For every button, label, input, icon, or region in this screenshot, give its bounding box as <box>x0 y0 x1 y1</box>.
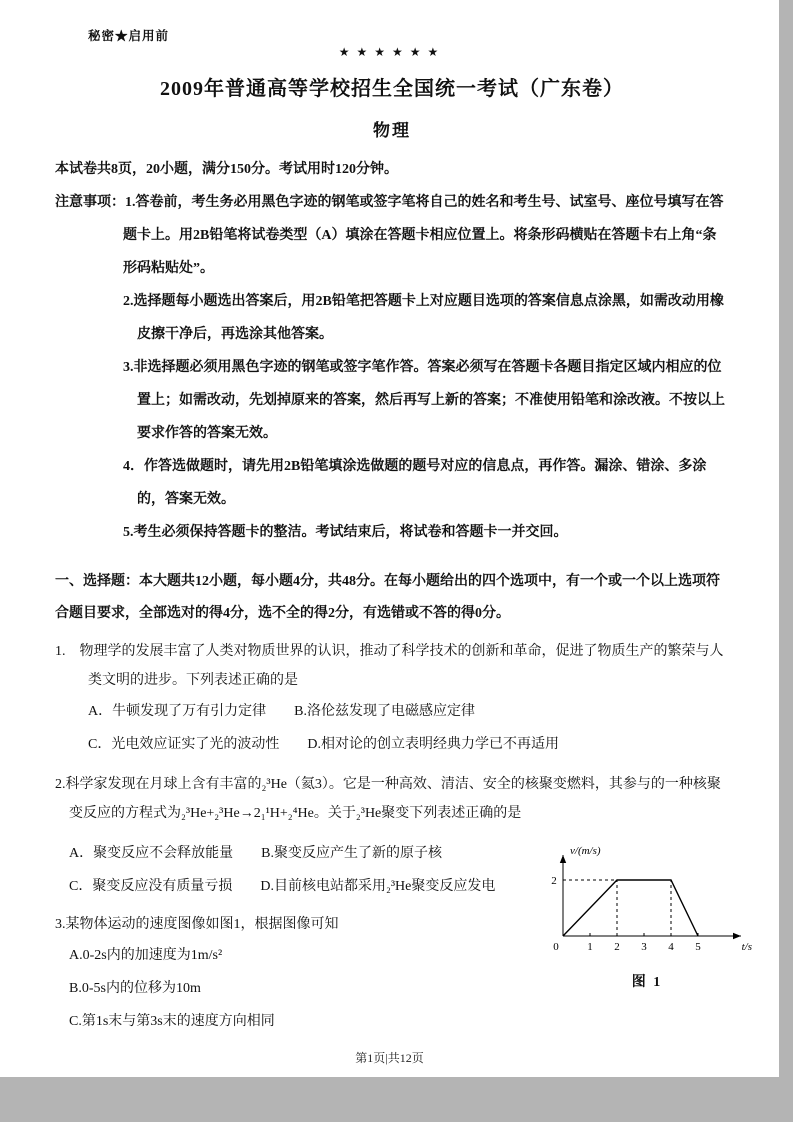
question-1-stem: 1. 物理学的发展丰富了人类对物质世界的认识，推动了科学技术的创新和革命，促进了物质生产的繁荣与人类文明的进步。下列表述正确的是 <box>55 644 724 688</box>
option-1C: C．光电效应证实了光的波动性 <box>88 737 280 752</box>
option-1B: B.洛伦兹发现了电磁感应定律 <box>294 704 475 719</box>
option-2D: D.目前核电站都采用₂³He聚变反应发电 <box>260 879 496 894</box>
stars-decoration: ★★★★★★ <box>338 45 446 59</box>
figure-1-caption: 图 1 <box>631 975 663 990</box>
svg-text:t/s: t/s <box>741 941 752 953</box>
option-2B: B.聚变反应产生了新的原子核 <box>261 846 442 861</box>
notice-section <box>55 186 729 549</box>
option-2A: A．聚变反应不会释放能量 <box>69 846 234 861</box>
option-1A: A．牛顿发现了万有引力定律 <box>88 704 267 719</box>
option-3B: B.0-5s内的位移为10m <box>69 981 201 996</box>
notice-item-1 <box>55 186 729 285</box>
exam-info: 本试卷共8页，20小题，满分150分。考试用时120分钟。 <box>55 162 398 177</box>
section-heading: 一、选择题：本大题共12小题，每小题4分，共48分。在每小题给出的四个选项中，有一个或一个以上选项符合题目要求，全部选对的得4分，选不全的得2分，有选错或不答的得0分。 <box>55 574 720 621</box>
notice-item-5: 5.考生必须保持答题卡的整洁。考试结束后，将试卷和答题卡一并交回。 <box>123 525 568 540</box>
svg-text:3: 3 <box>641 941 647 953</box>
option-3A: A.0-2s内的加速度为1m/s² <box>69 948 223 963</box>
option-3C: C.第1s末与第3s末的速度方向相同 <box>69 1014 275 1029</box>
question-1-options-row-1 <box>88 695 729 728</box>
notice-item-2: 2.选择题每小题选出答案后，用2B铅笔把答题卡上对应题目选项的答案信息点涂黑，如需改动用橡皮擦干净后，再选涂其他答案。 <box>123 294 724 342</box>
question-1-options <box>88 695 729 761</box>
svg-text:2: 2 <box>551 875 557 887</box>
page-footer: 第1页|共12页 <box>355 1051 424 1065</box>
question-1 <box>55 637 729 761</box>
question-2-stem: 2.科学家发现在月球上含有丰富的₂³He（氦3）。它是一种高效、清洁、安全的核聚变燃料，其参与的一种核聚变反应的方程式为₂³He+₂³He→2₁¹H+₂⁴He。关于₂³He聚变下列表述正确的是 <box>55 777 721 821</box>
option-2C: C．聚变反应没有质量亏损 <box>69 879 233 894</box>
figure-1 <box>538 841 756 991</box>
svg-text:1: 1 <box>587 941 593 953</box>
notice-item-1-text: 1.答卷前，考生务必用黑色字迹的钢笔或签字笔将自己的姓名和考生号、试室号、座位号填写在答题卡上。用2B铅笔将试卷类型（A）填涂在答题卡相应位置上。将条形码横贴在答题卡右上角“条形码粘贴处”。 <box>123 195 724 276</box>
notice-item-4: 4．作答选做题时，请先用2B铅笔填涂选做题的题号对应的信息点，再作答。漏涂、错涂、多涂的，答案无效。 <box>123 459 707 507</box>
svg-text:v/(m/s): v/(m/s) <box>570 845 601 857</box>
svg-text:5: 5 <box>695 941 701 953</box>
notice-label: 注意事项： <box>55 195 125 210</box>
velocity-time-graph <box>538 841 756 966</box>
classification-label: 秘密★启用前 <box>88 29 170 43</box>
notice-item-3: 3.非选择题必须用黑色字迹的钢笔或签字笔作答。答案必须写在答题卡各题目指定区域内相应的位置上；如需改动，先划掉原来的答案，然后再写上新的答案；不准使用铅笔和涂改液。不按以上要求作答的答案无效。 <box>123 360 725 441</box>
subject-title: 物理 <box>373 121 411 140</box>
svg-text:2: 2 <box>614 941 620 953</box>
question-1-options-row-2 <box>88 728 729 761</box>
svg-text:4: 4 <box>668 941 674 953</box>
exam-title: 2009年普通高等学校招生全国统一考试（广东卷） <box>160 78 624 100</box>
option-1D: D.相对论的创立表明经典力学已不再适用 <box>307 737 559 752</box>
question-3-stem: 3.某物体运动的速度图像如图1，根据图像可知 <box>55 917 339 932</box>
svg-text:0: 0 <box>553 941 559 953</box>
